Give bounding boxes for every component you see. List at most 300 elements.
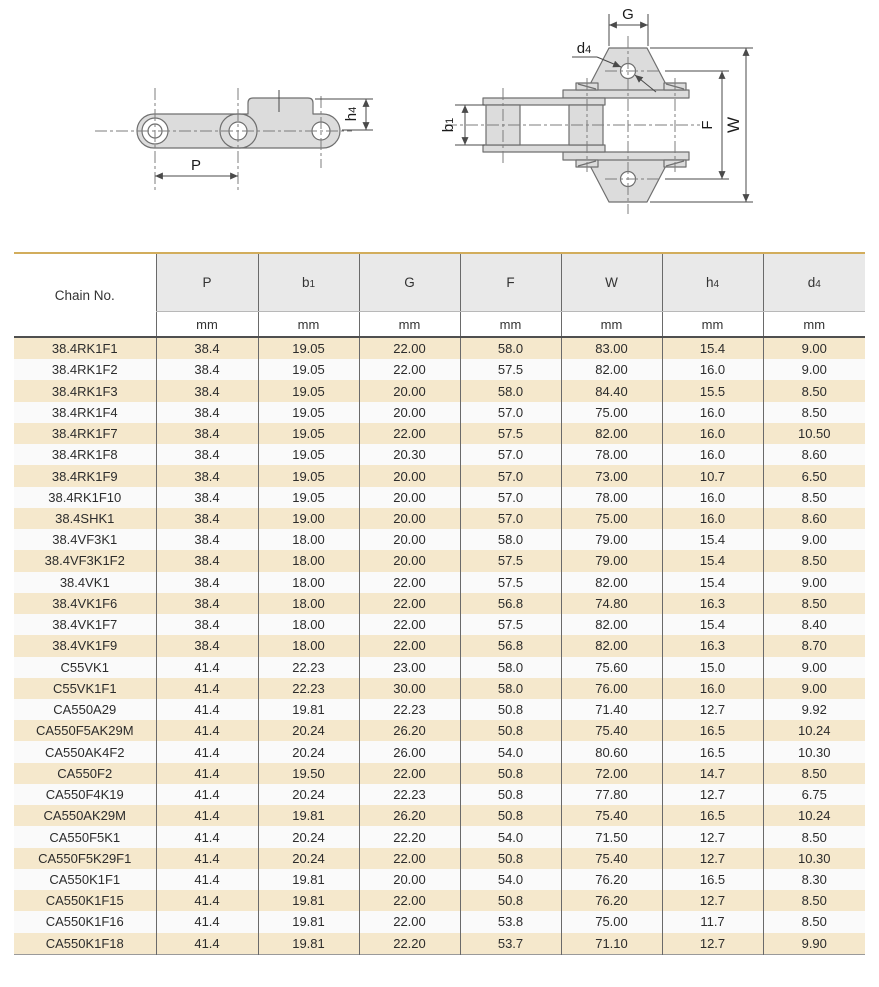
value-cell: 71.50 (561, 826, 662, 847)
value-cell: 57.5 (460, 572, 561, 593)
value-cell: 38.4 (156, 465, 258, 486)
unit-cell: mm (460, 312, 561, 338)
value-cell: 76.20 (561, 869, 662, 890)
value-cell: 8.50 (763, 826, 865, 847)
value-cell: 50.8 (460, 890, 561, 911)
chain-no-cell: CA550F2 (57, 765, 113, 781)
value-cell: 82.00 (561, 359, 662, 380)
value-cell: 15.4 (662, 614, 763, 635)
value-cell: 19.05 (258, 423, 359, 444)
table-row (14, 699, 865, 720)
table-row (14, 741, 865, 762)
value-cell: 19.05 (258, 359, 359, 380)
chain-no-cell: CA550AK29M (43, 808, 126, 824)
column-header-label: W (605, 275, 618, 290)
value-cell: 15.5 (662, 380, 763, 401)
value-cell: 16.0 (662, 402, 763, 423)
value-cell: 79.00 (561, 529, 662, 550)
value-cell: 20.00 (359, 529, 460, 550)
chain-no-header: Chain No. (14, 253, 156, 337)
value-cell: 6.75 (763, 784, 865, 805)
chain-drawings (0, 0, 879, 252)
column-header-label: G (404, 275, 415, 290)
value-cell: 54.0 (460, 869, 561, 890)
dim-label-d4: d4 (576, 40, 592, 57)
value-cell: 8.50 (763, 911, 865, 932)
table-row (14, 550, 865, 571)
value-cell: 57.5 (460, 550, 561, 571)
unit-cell: mm (763, 312, 865, 338)
chain-no-cell: CA550F5K1 (49, 829, 121, 845)
table-row (14, 720, 865, 741)
table-row (14, 911, 865, 932)
value-cell: 58.0 (460, 657, 561, 678)
chain-no-cell: 38.4RK1F9 (51, 468, 118, 484)
value-cell: 19.81 (258, 805, 359, 826)
value-cell: 10.30 (763, 848, 865, 869)
value-cell: 8.50 (763, 890, 865, 911)
value-cell: 75.00 (561, 508, 662, 529)
value-cell: 22.00 (359, 848, 460, 869)
column-header (258, 253, 359, 312)
value-cell: 8.60 (763, 444, 865, 465)
value-cell: 19.81 (258, 933, 359, 955)
column-header-subscript: 1 (309, 279, 316, 290)
value-cell: 41.4 (156, 848, 258, 869)
value-cell: 76.00 (561, 678, 662, 699)
table-row (14, 423, 865, 444)
column-header (359, 253, 460, 312)
dim-label-f: F (699, 120, 716, 130)
value-cell: 38.4 (156, 593, 258, 614)
chain-no-cell: CA550K1F18 (45, 935, 124, 951)
value-cell: 76.20 (561, 890, 662, 911)
value-cell: 22.23 (258, 678, 359, 699)
value-cell: 57.0 (460, 402, 561, 423)
value-cell: 72.00 (561, 763, 662, 784)
value-cell: 56.8 (460, 593, 561, 614)
value-cell: 11.7 (662, 911, 763, 932)
value-cell: 58.0 (460, 380, 561, 401)
value-cell: 14.7 (662, 763, 763, 784)
value-cell: 41.4 (156, 763, 258, 784)
value-cell: 38.4 (156, 359, 258, 380)
value-cell: 19.05 (258, 380, 359, 401)
value-cell: 15.4 (662, 337, 763, 359)
dim-label-g: G (622, 6, 634, 23)
value-cell: 20.30 (359, 444, 460, 465)
value-cell: 10.7 (662, 465, 763, 486)
value-cell: 9.00 (763, 359, 865, 380)
unit-cell: mm (156, 312, 258, 338)
value-cell: 22.23 (359, 784, 460, 805)
value-cell: 20.00 (359, 550, 460, 571)
value-cell: 9.00 (763, 678, 865, 699)
spec-table (14, 252, 865, 955)
value-cell: 58.0 (460, 529, 561, 550)
value-cell: 79.00 (561, 550, 662, 571)
value-cell: 41.4 (156, 933, 258, 955)
value-cell: 54.0 (460, 826, 561, 847)
value-cell: 9.90 (763, 933, 865, 955)
table-row (14, 869, 865, 890)
value-cell: 41.4 (156, 720, 258, 741)
value-cell: 20.00 (359, 465, 460, 486)
value-cell: 19.05 (258, 402, 359, 423)
value-cell: 78.00 (561, 487, 662, 508)
unit-cell: mm (359, 312, 460, 338)
value-cell: 22.00 (359, 359, 460, 380)
chain-no-cell: CA550K1F1 (49, 871, 121, 887)
value-cell: 19.81 (258, 890, 359, 911)
value-cell: 41.4 (156, 805, 258, 826)
value-cell: 22.20 (359, 826, 460, 847)
chain-no-cell: CA550F5AK29M (35, 723, 134, 739)
chain-no-cell: 38.4VK1F9 (52, 638, 118, 654)
value-cell: 9.00 (763, 337, 865, 359)
value-cell: 16.5 (662, 741, 763, 762)
value-cell: 41.4 (156, 890, 258, 911)
chain-no-cell: 38.4VF3K1 (52, 532, 118, 548)
value-cell: 41.4 (156, 869, 258, 890)
value-cell: 16.0 (662, 678, 763, 699)
value-cell: 38.4 (156, 635, 258, 656)
value-cell: 18.00 (258, 593, 359, 614)
column-header (156, 253, 258, 312)
value-cell: 50.8 (460, 763, 561, 784)
value-cell: 22.00 (359, 337, 460, 359)
value-cell: 10.24 (763, 720, 865, 741)
column-header (460, 253, 561, 312)
value-cell: 57.0 (460, 508, 561, 529)
chain-no-cell: CA550F4K19 (45, 787, 124, 803)
chain-no-cell: 38.4VK1 (59, 574, 110, 590)
table-row (14, 848, 865, 869)
value-cell: 19.05 (258, 444, 359, 465)
value-cell: 50.8 (460, 848, 561, 869)
value-cell: 18.00 (258, 550, 359, 571)
value-cell: 38.4 (156, 444, 258, 465)
table-row (14, 763, 865, 784)
value-cell: 58.0 (460, 337, 561, 359)
chain-no-cell: 38.4VK1F6 (52, 595, 118, 611)
value-cell: 82.00 (561, 614, 662, 635)
column-header-label: F (506, 275, 515, 290)
value-cell: 19.50 (258, 763, 359, 784)
value-cell: 56.8 (460, 635, 561, 656)
value-cell: 50.8 (460, 805, 561, 826)
value-cell: 19.81 (258, 699, 359, 720)
column-header-label: d (807, 275, 816, 290)
column-header-subscript: 4 (815, 279, 821, 290)
table-row (14, 890, 865, 911)
chain-no-cell: 38.4SHK1 (55, 510, 115, 526)
value-cell: 41.4 (156, 741, 258, 762)
value-cell: 41.4 (156, 678, 258, 699)
dim-label-p: P (190, 157, 202, 174)
value-cell: 82.00 (561, 635, 662, 656)
value-cell: 8.60 (763, 508, 865, 529)
value-cell: 74.80 (561, 593, 662, 614)
value-cell: 41.4 (156, 657, 258, 678)
value-cell: 38.4 (156, 572, 258, 593)
value-cell: 53.8 (460, 911, 561, 932)
value-cell: 20.00 (359, 380, 460, 401)
value-cell: 20.00 (359, 402, 460, 423)
chain-no-cell: 38.4VK1F7 (52, 617, 118, 633)
unit-cell: mm (561, 312, 662, 338)
value-cell: 38.4 (156, 402, 258, 423)
value-cell: 57.5 (460, 614, 561, 635)
chain-no-cell: CA550A29 (53, 702, 117, 718)
value-cell: 83.00 (561, 337, 662, 359)
value-cell: 50.8 (460, 720, 561, 741)
value-cell: 75.60 (561, 657, 662, 678)
value-cell: 57.5 (460, 423, 561, 444)
value-cell: 16.0 (662, 444, 763, 465)
column-header-label: h (705, 275, 714, 290)
value-cell: 22.00 (359, 423, 460, 444)
value-cell: 20.00 (359, 869, 460, 890)
value-cell: 54.0 (460, 741, 561, 762)
value-cell: 38.4 (156, 380, 258, 401)
value-cell: 8.50 (763, 487, 865, 508)
value-cell: 20.24 (258, 826, 359, 847)
value-cell: 75.40 (561, 848, 662, 869)
chain-no-cell: 38.4RK1F2 (51, 362, 118, 378)
chain-no-cell: 38.4RK1F10 (48, 489, 122, 505)
dim-label-h4: h4 (343, 106, 360, 122)
value-cell: 38.4 (156, 423, 258, 444)
value-cell: 82.00 (561, 423, 662, 444)
value-cell: 16.0 (662, 508, 763, 529)
table-row (14, 678, 865, 699)
column-header (561, 253, 662, 312)
column-header-label: b (301, 275, 310, 290)
value-cell: 38.4 (156, 508, 258, 529)
value-cell: 8.70 (763, 635, 865, 656)
value-cell: 22.00 (359, 593, 460, 614)
value-cell: 20.00 (359, 487, 460, 508)
value-cell: 57.0 (460, 487, 561, 508)
value-cell: 19.05 (258, 487, 359, 508)
column-header (763, 253, 865, 312)
value-cell: 73.00 (561, 465, 662, 486)
value-cell: 15.4 (662, 529, 763, 550)
value-cell: 78.00 (561, 444, 662, 465)
table-row (14, 657, 865, 678)
chain-no-cell: 38.4RK1F3 (51, 383, 118, 399)
side-view-drawing (95, 88, 373, 192)
value-cell: 53.7 (460, 933, 561, 955)
value-cell: 22.00 (359, 911, 460, 932)
value-cell: 9.00 (763, 572, 865, 593)
table-row (14, 614, 865, 635)
value-cell: 75.00 (561, 911, 662, 932)
value-cell: 8.50 (763, 593, 865, 614)
table-row (14, 572, 865, 593)
value-cell: 22.00 (359, 763, 460, 784)
value-cell: 57.0 (460, 465, 561, 486)
value-cell: 19.00 (258, 508, 359, 529)
table-row (14, 635, 865, 656)
value-cell: 19.81 (258, 869, 359, 890)
chain-no-cell: 38.4RK1F7 (51, 426, 118, 442)
table-row (14, 337, 865, 359)
value-cell: 12.7 (662, 933, 763, 955)
chain-no-cell: 38.4RK1F4 (51, 404, 118, 420)
spec-table-header (14, 253, 865, 337)
value-cell: 23.00 (359, 657, 460, 678)
value-cell: 50.8 (460, 784, 561, 805)
value-cell: 9.92 (763, 699, 865, 720)
table-row (14, 487, 865, 508)
value-cell: 19.81 (258, 911, 359, 932)
chain-no-cell: C55VK1 (60, 659, 109, 675)
value-cell: 58.0 (460, 678, 561, 699)
value-cell: 16.3 (662, 635, 763, 656)
chain-no-cell: 38.4VF3K1F2 (44, 553, 125, 569)
value-cell: 18.00 (258, 635, 359, 656)
unit-cell: mm (258, 312, 359, 338)
dim-label-w: W (724, 116, 743, 134)
value-cell: 57.0 (460, 444, 561, 465)
value-cell: 20.24 (258, 784, 359, 805)
table-row (14, 359, 865, 380)
table-row (14, 465, 865, 486)
value-cell: 26.20 (359, 805, 460, 826)
spec-table-body (14, 337, 865, 954)
value-cell: 50.8 (460, 699, 561, 720)
column-header-label: P (202, 275, 212, 290)
value-cell: 77.80 (561, 784, 662, 805)
value-cell: 26.00 (359, 741, 460, 762)
value-cell: 12.7 (662, 890, 763, 911)
value-cell: 84.40 (561, 380, 662, 401)
value-cell: 16.0 (662, 423, 763, 444)
chain-no-cell: C55VK1F1 (52, 680, 117, 696)
value-cell: 38.4 (156, 614, 258, 635)
value-cell: 16.0 (662, 487, 763, 508)
chain-no-cell: 38.4RK1F1 (51, 341, 118, 357)
table-row (14, 402, 865, 423)
value-cell: 8.50 (763, 402, 865, 423)
value-cell: 82.00 (561, 572, 662, 593)
value-cell: 38.4 (156, 487, 258, 508)
chain-no-cell: CA550F5K29F1 (38, 850, 132, 866)
table-row (14, 508, 865, 529)
value-cell: 19.05 (258, 337, 359, 359)
value-cell: 8.50 (763, 550, 865, 571)
value-cell: 8.40 (763, 614, 865, 635)
top-view-drawing (440, 6, 753, 214)
value-cell: 18.00 (258, 529, 359, 550)
value-cell: 41.4 (156, 699, 258, 720)
value-cell: 22.20 (359, 933, 460, 955)
chain-no-cell: CA550K1F16 (45, 914, 124, 930)
value-cell: 20.24 (258, 720, 359, 741)
value-cell: 12.7 (662, 848, 763, 869)
value-cell: 19.05 (258, 465, 359, 486)
table-row (14, 380, 865, 401)
value-cell: 20.24 (258, 741, 359, 762)
value-cell: 9.00 (763, 657, 865, 678)
value-cell: 41.4 (156, 784, 258, 805)
value-cell: 6.50 (763, 465, 865, 486)
column-header (662, 253, 763, 312)
chain-no-cell: CA550K1F15 (45, 893, 124, 909)
value-cell: 22.23 (359, 699, 460, 720)
value-cell: 15.4 (662, 550, 763, 571)
value-cell: 15.4 (662, 572, 763, 593)
value-cell: 16.5 (662, 805, 763, 826)
value-cell: 38.4 (156, 337, 258, 359)
value-cell: 38.4 (156, 550, 258, 571)
value-cell: 80.60 (561, 741, 662, 762)
value-cell: 8.30 (763, 869, 865, 890)
value-cell: 16.0 (662, 359, 763, 380)
header-label-row (14, 253, 865, 312)
value-cell: 10.30 (763, 741, 865, 762)
column-header-subscript: 4 (713, 279, 720, 290)
value-cell: 16.5 (662, 720, 763, 741)
chain-no-cell: 38.4RK1F8 (51, 447, 118, 463)
table-row (14, 444, 865, 465)
value-cell: 9.00 (763, 529, 865, 550)
table-row (14, 805, 865, 826)
value-cell: 22.00 (359, 572, 460, 593)
value-cell: 22.23 (258, 657, 359, 678)
value-cell: 26.20 (359, 720, 460, 741)
value-cell: 8.50 (763, 380, 865, 401)
value-cell: 15.0 (662, 657, 763, 678)
value-cell: 12.7 (662, 699, 763, 720)
value-cell: 22.00 (359, 635, 460, 656)
dim-label-b1: b1 (440, 117, 457, 133)
value-cell: 20.00 (359, 508, 460, 529)
table-row (14, 826, 865, 847)
value-cell: 18.00 (258, 614, 359, 635)
value-cell: 41.4 (156, 911, 258, 932)
value-cell: 30.00 (359, 678, 460, 699)
value-cell: 20.24 (258, 848, 359, 869)
value-cell: 18.00 (258, 572, 359, 593)
value-cell: 16.5 (662, 869, 763, 890)
value-cell: 57.5 (460, 359, 561, 380)
chain-no-cell: CA550AK4F2 (45, 744, 125, 760)
value-cell: 71.10 (561, 933, 662, 955)
chain-drawing-svg (0, 0, 879, 252)
value-cell: 16.3 (662, 593, 763, 614)
unit-cell: mm (662, 312, 763, 338)
value-cell: 75.40 (561, 805, 662, 826)
value-cell: 22.00 (359, 614, 460, 635)
value-cell: 41.4 (156, 826, 258, 847)
table-row (14, 784, 865, 805)
value-cell: 10.50 (763, 423, 865, 444)
table-row (14, 593, 865, 614)
value-cell: 8.50 (763, 763, 865, 784)
value-cell: 71.40 (561, 699, 662, 720)
value-cell: 38.4 (156, 529, 258, 550)
value-cell: 75.40 (561, 720, 662, 741)
value-cell: 75.00 (561, 402, 662, 423)
value-cell: 12.7 (662, 784, 763, 805)
table-row (14, 529, 865, 550)
table-row (14, 933, 865, 955)
value-cell: 22.00 (359, 890, 460, 911)
value-cell: 12.7 (662, 826, 763, 847)
